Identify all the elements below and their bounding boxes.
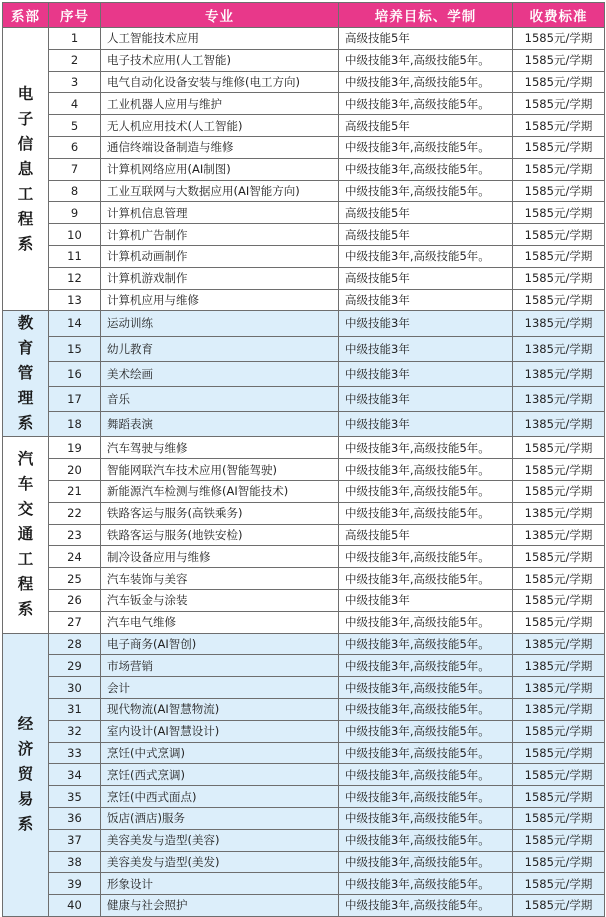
major-name: 新能源汽车检测与维修(AI智能技术) bbox=[101, 480, 339, 502]
table-row bbox=[3, 633, 605, 655]
table-row bbox=[3, 480, 605, 502]
fee-standard: 1585元/学期 bbox=[513, 546, 605, 568]
table-row bbox=[3, 336, 605, 361]
major-name: 电子技术应用(人工智能) bbox=[101, 49, 339, 71]
training-goal: 中级技能3年,高级技能5年。 bbox=[339, 180, 513, 202]
table-row bbox=[3, 611, 605, 633]
training-goal: 中级技能3年,高级技能5年。 bbox=[339, 807, 513, 829]
training-goal: 中级技能3年 bbox=[339, 386, 513, 411]
major-name: 烹饪(中式烹调) bbox=[101, 742, 339, 764]
training-goal: 中级技能3年,高级技能5年。 bbox=[339, 764, 513, 786]
training-goal: 中级技能3年,高级技能5年。 bbox=[339, 611, 513, 633]
major-name: 汽车装饰与美容 bbox=[101, 568, 339, 590]
row-number: 39 bbox=[49, 873, 101, 895]
table-header bbox=[3, 3, 605, 28]
major-name: 形象设计 bbox=[101, 873, 339, 895]
major-name: 美容美发与造型(美容) bbox=[101, 829, 339, 851]
fee-standard: 1385元/学期 bbox=[513, 386, 605, 411]
row-number: 12 bbox=[49, 267, 101, 289]
table-row bbox=[3, 93, 605, 115]
row-number: 31 bbox=[49, 698, 101, 720]
fee-standard: 1585元/学期 bbox=[513, 829, 605, 851]
header-fee: 收费标准 bbox=[513, 3, 605, 28]
table-row bbox=[3, 289, 605, 311]
major-name: 铁路客运与服务(地铁安检) bbox=[101, 524, 339, 546]
row-number: 7 bbox=[49, 158, 101, 180]
training-goal: 中级技能3年,高级技能5年。 bbox=[339, 49, 513, 71]
fee-standard: 1385元/学期 bbox=[513, 655, 605, 677]
row-number: 16 bbox=[49, 361, 101, 386]
fee-standard: 1585元/学期 bbox=[513, 480, 605, 502]
table-row bbox=[3, 589, 605, 611]
major-name: 无人机应用技术(人工智能) bbox=[101, 115, 339, 137]
row-number: 40 bbox=[49, 895, 101, 917]
fee-standard: 1585元/学期 bbox=[513, 245, 605, 267]
fee-standard: 1585元/学期 bbox=[513, 136, 605, 158]
major-name: 通信终端设备制造与维修 bbox=[101, 136, 339, 158]
training-goal: 中级技能3年,高级技能5年。 bbox=[339, 829, 513, 851]
training-goal: 中级技能3年 bbox=[339, 361, 513, 386]
training-goal: 中级技能3年,高级技能5年。 bbox=[339, 546, 513, 568]
row-number: 35 bbox=[49, 786, 101, 808]
training-goal: 高级技能5年 bbox=[339, 267, 513, 289]
table-row bbox=[3, 412, 605, 437]
training-goal: 中级技能3年 bbox=[339, 336, 513, 361]
major-name: 现代物流(AI智慧物流) bbox=[101, 698, 339, 720]
table-row bbox=[3, 786, 605, 808]
department-name: 教育管理系 bbox=[17, 314, 34, 433]
row-number: 33 bbox=[49, 742, 101, 764]
row-number: 3 bbox=[49, 71, 101, 93]
major-name: 铁路客运与服务(高铁乘务) bbox=[101, 502, 339, 524]
row-number: 25 bbox=[49, 568, 101, 590]
training-goal: 中级技能3年,高级技能5年。 bbox=[339, 895, 513, 917]
fee-standard: 1585元/学期 bbox=[513, 202, 605, 224]
fee-standard: 1585元/学期 bbox=[513, 786, 605, 808]
row-number: 11 bbox=[49, 245, 101, 267]
major-name: 汽车钣金与涂装 bbox=[101, 589, 339, 611]
fee-standard: 1385元/学期 bbox=[513, 502, 605, 524]
major-name: 计算机广告制作 bbox=[101, 224, 339, 246]
row-number: 26 bbox=[49, 589, 101, 611]
fee-standard: 1585元/学期 bbox=[513, 851, 605, 873]
row-number: 28 bbox=[49, 633, 101, 655]
row-number: 36 bbox=[49, 807, 101, 829]
fee-standard: 1585元/学期 bbox=[513, 49, 605, 71]
table-row bbox=[3, 386, 605, 411]
row-number: 38 bbox=[49, 851, 101, 873]
table-row bbox=[3, 437, 605, 459]
fee-standard: 1585元/学期 bbox=[513, 93, 605, 115]
row-number: 9 bbox=[49, 202, 101, 224]
training-goal: 高级技能5年 bbox=[339, 524, 513, 546]
major-name: 制冷设备应用与维修 bbox=[101, 546, 339, 568]
major-name: 计算机游戏制作 bbox=[101, 267, 339, 289]
training-goal: 中级技能3年,高级技能5年。 bbox=[339, 437, 513, 459]
training-goal: 中级技能3年,高级技能5年。 bbox=[339, 568, 513, 590]
table-row bbox=[3, 698, 605, 720]
table-row bbox=[3, 720, 605, 742]
fee-standard: 1585元/学期 bbox=[513, 28, 605, 50]
department-name: 电子信息工程系 bbox=[17, 84, 34, 253]
row-number: 24 bbox=[49, 546, 101, 568]
fee-standard: 1585元/学期 bbox=[513, 71, 605, 93]
table-row bbox=[3, 546, 605, 568]
major-name: 美容美发与造型(美发) bbox=[101, 851, 339, 873]
department-cell bbox=[3, 633, 49, 916]
table-row bbox=[3, 28, 605, 50]
table-row bbox=[3, 655, 605, 677]
fee-standard: 1585元/学期 bbox=[513, 895, 605, 917]
fee-standard: 1385元/学期 bbox=[513, 336, 605, 361]
row-number: 21 bbox=[49, 480, 101, 502]
major-name: 计算机动画制作 bbox=[101, 245, 339, 267]
training-goal: 中级技能3年,高级技能5年。 bbox=[339, 720, 513, 742]
table-row bbox=[3, 829, 605, 851]
row-number: 17 bbox=[49, 386, 101, 411]
row-number: 5 bbox=[49, 115, 101, 137]
table-row bbox=[3, 502, 605, 524]
training-goal: 中级技能3年,高级技能5年。 bbox=[339, 71, 513, 93]
table-row bbox=[3, 568, 605, 590]
training-goal: 中级技能3年,高级技能5年。 bbox=[339, 786, 513, 808]
fee-standard: 1585元/学期 bbox=[513, 589, 605, 611]
major-name: 美术绘画 bbox=[101, 361, 339, 386]
major-name: 室内设计(AI智慧设计) bbox=[101, 720, 339, 742]
fee-standard: 1585元/学期 bbox=[513, 289, 605, 311]
fee-standard: 1385元/学期 bbox=[513, 677, 605, 699]
training-goal: 中级技能3年,高级技能5年。 bbox=[339, 480, 513, 502]
fee-standard: 1385元/学期 bbox=[513, 524, 605, 546]
training-goal: 中级技能3年,高级技能5年。 bbox=[339, 158, 513, 180]
training-goal: 中级技能3年,高级技能5年。 bbox=[339, 93, 513, 115]
training-goal: 中级技能3年,高级技能5年。 bbox=[339, 698, 513, 720]
training-goal: 中级技能3年,高级技能5年。 bbox=[339, 677, 513, 699]
major-name: 运动训练 bbox=[101, 311, 339, 336]
row-number: 29 bbox=[49, 655, 101, 677]
table-row bbox=[3, 873, 605, 895]
table-row bbox=[3, 267, 605, 289]
fee-standard: 1385元/学期 bbox=[513, 698, 605, 720]
table-row bbox=[3, 895, 605, 917]
table-row bbox=[3, 202, 605, 224]
major-name: 汽车驾驶与维修 bbox=[101, 437, 339, 459]
major-name: 智能网联汽车技术应用(智能驾驶) bbox=[101, 459, 339, 481]
fee-standard: 1585元/学期 bbox=[513, 720, 605, 742]
row-number: 2 bbox=[49, 49, 101, 71]
row-number: 8 bbox=[49, 180, 101, 202]
row-number: 32 bbox=[49, 720, 101, 742]
training-goal: 高级技能3年 bbox=[339, 289, 513, 311]
row-number: 18 bbox=[49, 412, 101, 437]
major-name: 电气自动化设备安装与维修(电工方向) bbox=[101, 71, 339, 93]
fee-standard: 1385元/学期 bbox=[513, 311, 605, 336]
training-goal: 中级技能3年 bbox=[339, 412, 513, 437]
header-dept: 系部 bbox=[3, 3, 49, 28]
major-name: 烹饪(中西式面点) bbox=[101, 786, 339, 808]
department-cell bbox=[3, 437, 49, 633]
department-name: 经济贸易系 bbox=[17, 715, 34, 834]
fee-standard: 1585元/学期 bbox=[513, 459, 605, 481]
fee-standard: 1585元/学期 bbox=[513, 873, 605, 895]
major-name: 会计 bbox=[101, 677, 339, 699]
major-name: 人工智能技术应用 bbox=[101, 28, 339, 50]
major-name: 音乐 bbox=[101, 386, 339, 411]
fee-standard: 1385元/学期 bbox=[513, 361, 605, 386]
table-row bbox=[3, 851, 605, 873]
fee-standard: 1585元/学期 bbox=[513, 158, 605, 180]
fee-standard: 1585元/学期 bbox=[513, 267, 605, 289]
row-number: 14 bbox=[49, 311, 101, 336]
major-name: 饭店(酒店)服务 bbox=[101, 807, 339, 829]
training-goal: 中级技能3年,高级技能5年。 bbox=[339, 851, 513, 873]
major-name: 汽车电气维修 bbox=[101, 611, 339, 633]
department-name: 汽车交通工程系 bbox=[17, 450, 34, 619]
row-number: 10 bbox=[49, 224, 101, 246]
row-number: 19 bbox=[49, 437, 101, 459]
row-number: 22 bbox=[49, 502, 101, 524]
row-number: 6 bbox=[49, 136, 101, 158]
fee-standard: 1585元/学期 bbox=[513, 437, 605, 459]
fee-standard: 1585元/学期 bbox=[513, 807, 605, 829]
table-row bbox=[3, 807, 605, 829]
fee-standard: 1585元/学期 bbox=[513, 180, 605, 202]
major-name: 工业互联网与大数据应用(AI智能方向) bbox=[101, 180, 339, 202]
table-row bbox=[3, 742, 605, 764]
training-goal: 高级技能5年 bbox=[339, 28, 513, 50]
fee-standard: 1585元/学期 bbox=[513, 764, 605, 786]
training-goal: 中级技能3年,高级技能5年。 bbox=[339, 136, 513, 158]
table-row bbox=[3, 158, 605, 180]
major-name: 计算机信息管理 bbox=[101, 202, 339, 224]
table-row bbox=[3, 764, 605, 786]
training-goal: 中级技能3年,高级技能5年。 bbox=[339, 873, 513, 895]
department-cell bbox=[3, 311, 49, 437]
training-goal: 中级技能3年,高级技能5年。 bbox=[339, 742, 513, 764]
row-number: 27 bbox=[49, 611, 101, 633]
major-name: 计算机应用与维修 bbox=[101, 289, 339, 311]
training-goal: 中级技能3年,高级技能5年。 bbox=[339, 655, 513, 677]
fee-standard: 1585元/学期 bbox=[513, 611, 605, 633]
row-number: 15 bbox=[49, 336, 101, 361]
training-goal: 中级技能3年,高级技能5年。 bbox=[339, 245, 513, 267]
major-name: 幼儿教育 bbox=[101, 336, 339, 361]
table-row bbox=[3, 136, 605, 158]
table-row bbox=[3, 224, 605, 246]
row-number: 1 bbox=[49, 28, 101, 50]
table-row bbox=[3, 677, 605, 699]
table-row bbox=[3, 245, 605, 267]
row-number: 20 bbox=[49, 459, 101, 481]
major-name: 舞蹈表演 bbox=[101, 412, 339, 437]
training-goal: 高级技能5年 bbox=[339, 115, 513, 137]
fee-standard: 1385元/学期 bbox=[513, 412, 605, 437]
major-name: 健康与社会照护 bbox=[101, 895, 339, 917]
table-row bbox=[3, 311, 605, 336]
table-row bbox=[3, 459, 605, 481]
header-no: 序号 bbox=[49, 3, 101, 28]
row-number: 34 bbox=[49, 764, 101, 786]
fee-standard: 1585元/学期 bbox=[513, 224, 605, 246]
row-number: 13 bbox=[49, 289, 101, 311]
table-row bbox=[3, 71, 605, 93]
training-goal: 高级技能5年 bbox=[339, 202, 513, 224]
row-number: 4 bbox=[49, 93, 101, 115]
training-goal: 中级技能3年 bbox=[339, 589, 513, 611]
training-goal: 中级技能3年,高级技能5年。 bbox=[339, 502, 513, 524]
major-name: 计算机网络应用(AI制图) bbox=[101, 158, 339, 180]
table-row bbox=[3, 180, 605, 202]
fee-standard: 1585元/学期 bbox=[513, 742, 605, 764]
major-name: 烹饪(西式烹调) bbox=[101, 764, 339, 786]
table-body bbox=[3, 28, 605, 917]
major-name: 工业机器人应用与维护 bbox=[101, 93, 339, 115]
row-number: 37 bbox=[49, 829, 101, 851]
major-name: 市场营销 bbox=[101, 655, 339, 677]
training-goal: 中级技能3年 bbox=[339, 311, 513, 336]
table-row bbox=[3, 49, 605, 71]
training-goal: 高级技能5年 bbox=[339, 224, 513, 246]
row-number: 30 bbox=[49, 677, 101, 699]
header-major: 专业 bbox=[101, 3, 339, 28]
fee-standard: 1585元/学期 bbox=[513, 115, 605, 137]
table-row bbox=[3, 115, 605, 137]
tuition-table bbox=[2, 2, 605, 917]
header-goal: 培养目标、学制 bbox=[339, 3, 513, 28]
major-name: 电子商务(AI智创) bbox=[101, 633, 339, 655]
training-goal: 中级技能3年,高级技能5年。 bbox=[339, 459, 513, 481]
training-goal: 中级技能3年,高级技能5年。 bbox=[339, 633, 513, 655]
table-row bbox=[3, 524, 605, 546]
row-number: 23 bbox=[49, 524, 101, 546]
department-cell bbox=[3, 28, 49, 311]
fee-standard: 1585元/学期 bbox=[513, 568, 605, 590]
fee-standard: 1385元/学期 bbox=[513, 633, 605, 655]
table-row bbox=[3, 361, 605, 386]
